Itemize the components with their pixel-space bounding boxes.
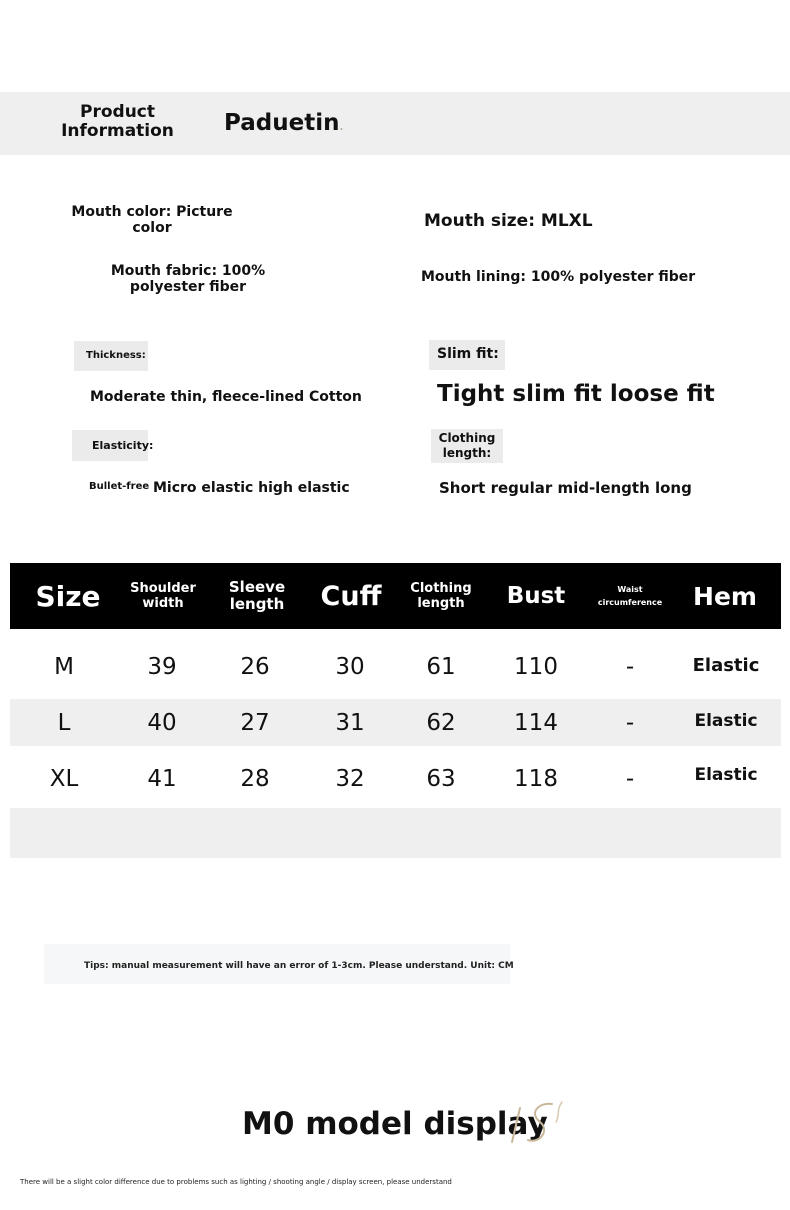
cell-bust-xl: 118 [514,766,558,792]
cell-cuff-l: 31 [335,710,365,736]
model-display-title: M0 model display [242,1106,548,1142]
cell-sleeve-m: 26 [240,654,270,680]
cell-shoulder-xl: 41 [147,766,177,792]
cell-sleeve-xl: 28 [240,766,270,792]
cell-shoulder-m: 39 [147,654,177,680]
cell-bust-m: 110 [514,654,558,680]
slim-fit-label: Slim fit: [429,340,505,370]
th-cuff: Cuff [320,580,382,612]
color-difference-note: There will be a slight color difference due to problems such as lighting / shooting angle / display screen, please understand [20,1178,452,1186]
cell-cuff-xl: 32 [335,766,365,792]
cell-size-l: L [57,710,71,736]
elasticity-prefix: Bullet-free [89,481,150,492]
clothing-length-label: Clothing length: [431,429,503,463]
cell-bust-l: 114 [514,710,558,736]
thickness-value: Moderate thin, fleece-lined Cotton [90,389,362,405]
th-clothing-length: Clothing length [410,581,472,611]
thickness-label: Thickness: [74,341,148,371]
section-label: Product Information [61,102,174,141]
cell-waist-m: - [625,654,635,680]
th-sleeve-length: Sleeve length [228,578,286,613]
brand-dot: . [339,122,344,133]
elasticity-value: Micro elastic high elastic [153,480,350,496]
th-shoulder-width: Shoulder width [130,581,196,611]
cell-hem-m: Elastic [692,655,760,676]
cell-length-l: 62 [426,710,456,736]
th-waist-circumference: Waist circumference [597,585,663,607]
mouth-lining: Mouth lining: 100% polyester fiber [421,269,696,285]
cell-length-m: 61 [426,654,456,680]
th-bust: Bust [506,583,566,609]
th-hem: Hem [693,581,757,611]
cell-cuff-m: 30 [335,654,365,680]
mouth-size: Mouth size: MLXL [424,211,593,231]
tips-text: Tips: manual measurement will have an error of 1-3cm. Please understand. Unit: CM [84,961,514,971]
cell-shoulder-l: 40 [147,710,177,736]
cell-size-m: M [54,654,74,680]
brand-text: Paduetin [224,110,340,136]
cell-waist-l: - [625,710,635,736]
mouth-color: Mouth color: Picture color [71,204,233,236]
row-band-empty [10,808,781,858]
cell-hem-l: Elastic [694,711,758,731]
th-size: Size [35,579,101,613]
cell-size-xl: XL [49,766,79,792]
cell-hem-xl: Elastic [694,765,758,785]
decorative-signature-icon [506,1096,568,1158]
slim-fit-value: Tight slim fit loose fit [437,381,715,407]
elasticity-label: Elasticity: [72,430,148,461]
cell-waist-xl: - [625,766,635,792]
clothing-length-value: Short regular mid-length long [439,479,692,497]
cell-length-xl: 63 [426,766,456,792]
cell-sleeve-l: 27 [240,710,270,736]
mouth-fabric: Mouth fabric: 100% polyester fiber [110,263,266,295]
brand-name [224,110,343,136]
